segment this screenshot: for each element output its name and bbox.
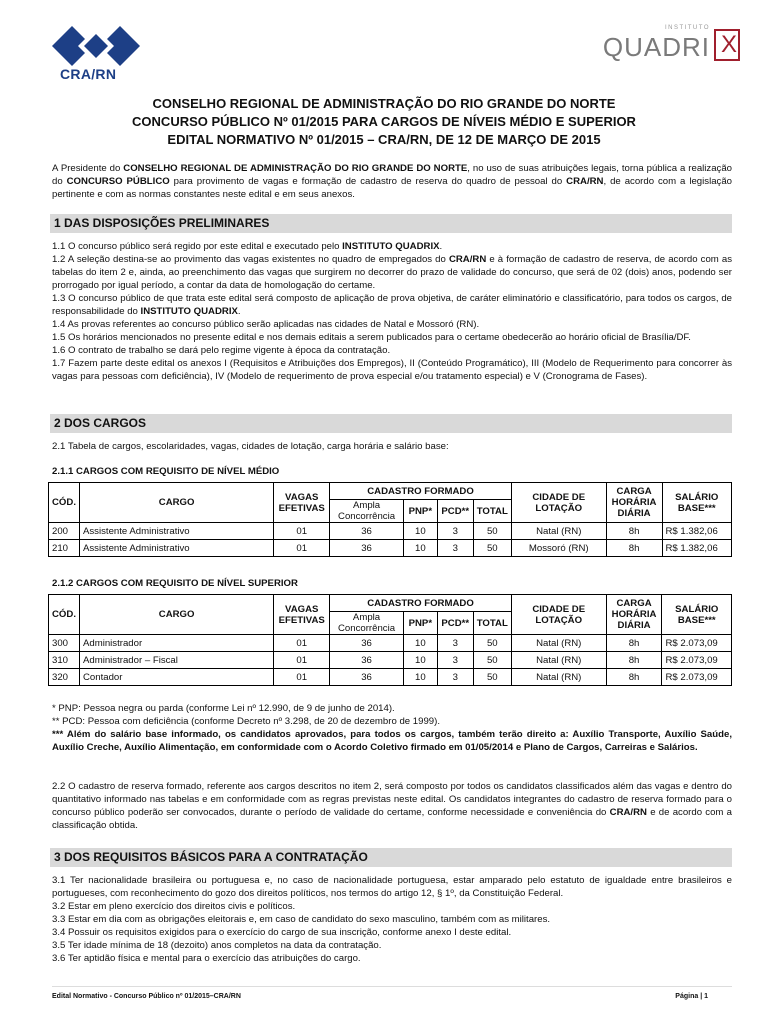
col-salario: SALÁRIO BASE***: [662, 483, 732, 523]
col-pcd: PCD**: [437, 612, 473, 635]
col-total: TOTAL: [473, 612, 511, 635]
item-1-6: 1.6 O contrato de trabalho se dará pelo regime vigente à época da contratação.: [52, 345, 391, 356]
table-notes: [52, 702, 732, 754]
col-carga: CARGA HORÁRIA DIÁRIA: [606, 483, 662, 523]
item-3-3: 3.3 Estar em dia com as obrigações eleitorais e, em caso de candidato do sexo masculino, também com as militares.: [52, 914, 551, 925]
col-carga: CARGA HORÁRIA DIÁRIA: [606, 595, 662, 635]
item-1-3: 1.3 O concurso público de que trata este edital será composto de aplicação de prova objetiva, de caráter eliminatório e classificatório, para todos os cargos, de responsabilidade do INSTITUTO QUADRIX.: [52, 293, 732, 317]
note-pcd: ** PCD: Pessoa com deficiência (conforme Decreto nº 3.298, de 20 de dezembro de 1999).: [52, 716, 440, 727]
table-nivel-superior: [48, 594, 732, 686]
col-pcd: PCD**: [437, 500, 473, 523]
item-2-1: 2.1 Tabela de cargos, escolaridades, vagas, cidades de lotação, carga horária e salário base:: [52, 441, 449, 452]
col-cadastro: CADASTRO FORMADO: [330, 595, 512, 612]
note-pnp: * PNP: Pessoa negra ou parda (conforme Lei nº 12.990, de 9 de junho de 2014).: [52, 703, 395, 714]
cra-rn-logo-text: CRA/RN: [60, 66, 117, 82]
section-2-heading: 2 DOS CARGOS: [50, 414, 732, 433]
item-3-5: 3.5 Ter idade mínima de 18 (dezoito) anos completos na data da contratação.: [52, 940, 382, 951]
table-row: 200 Assistente Administrativo 01 36 10 3 50 Natal (RN) 8h R$ 1.382,06: [49, 523, 732, 540]
footer-divider: [52, 986, 732, 987]
col-total: TOTAL: [473, 500, 511, 523]
item-3-6: 3.6 Ter aptidão física e mental para o exercício das atribuições do cargo.: [52, 953, 361, 964]
col-ampla: Ampla Concorrência: [330, 500, 404, 523]
item-1-7: 1.7 Fazem parte deste edital os anexos I (Requisitos e Atribuições dos Empregos), II (Conteúdo Programático), III (Modelo de Requerimento para concorrer às vagas para pessoas com deficiência), IV (Modelo de requerimento de prova especial e/ou tratamento especial) e V (Cronograma de Fases).: [52, 358, 732, 382]
col-salario: SALÁRIO BASE***: [662, 595, 732, 635]
col-cidade: CIDADE DE LOTAÇÃO: [511, 595, 606, 635]
intro-paragraph: A Presidente do CONSELHO REGIONAL DE ADMINISTRAÇÃO DO RIO GRANDE DO NORTE, no uso de suas atribuições legais, torna pública a realização do CONCURSO PÚBLICO para provimento de vagas e formação de cadastro de reserva do quadro de pessoal do CRA/RN, de acordo com a legislação pertinente e com as normas constantes neste edital e em seus anexos.: [52, 163, 733, 200]
item-1-5: 1.5 Os horários mencionados no presente edital e nos demais editais a serem publicados para o certame obedecerão ao horário oficial de Brasília/DF.: [52, 332, 691, 343]
section-1-heading: 1 DAS DISPOSIÇÕES PRELIMINARES: [50, 214, 732, 233]
item-1-4: 1.4 As provas referentes ao concurso público serão aplicadas nas cidades de Natal e Mossoró (RN).: [52, 319, 480, 330]
item-3-1: 3.1 Ter nacionalidade brasileira ou portuguesa e, no caso de nacionalidade portuguesa, estar amparado pelo estatuto de igualdade entre brasileiros e portugueses, com reconhecimento do gozo dos direitos políticos, nos termos do artigo 12, § 1º, da Constituição Federal.: [52, 875, 732, 899]
col-cargo: CARGO: [79, 483, 273, 523]
col-cidade: CIDADE DE LOTAÇÃO: [511, 483, 606, 523]
edital-title-line-2: CONCURSO PÚBLICO Nº 01/2015 PARA CARGOS DE NÍVEIS MÉDIO E SUPERIOR: [132, 114, 636, 129]
table-nivel-medio: [48, 482, 732, 557]
col-cod: CÓD.: [49, 595, 80, 635]
col-pnp: PNP*: [403, 500, 437, 523]
table-row: 310 Administrador – Fiscal 01 36 10 3 50 Natal (RN) 8h R$ 2.073,09: [49, 652, 732, 669]
quadrix-logo-x: X: [720, 31, 737, 58]
footer-doc-title: Edital Normativo - Concurso Público nº 01/2015–CRA/RN: [52, 993, 241, 1000]
quadrix-logo-word: QUADRI: [602, 32, 710, 62]
item-1-2: 1.2 A seleção destina-se ao provimento das vagas existentes no quadro de empregados do CRA/RN e à formação de cadastro de reserva, de acordo com as tabelas do item 2 e, ainda, ao preenchimento das vagas que surgirem no decorrer do prazo de validade do concurso, que será de 02 (dois) anos, podendo ser prorrogado por igual período, a contar da data de homologação do certame.: [52, 254, 732, 291]
col-cargo: CARGO: [79, 595, 273, 635]
footer-page-number: Página | 1: [675, 993, 708, 1000]
table-row: 210 Assistente Administrativo 01 36 10 3 50 Mossoró (RN) 8h R$ 1.382,06: [49, 540, 732, 557]
col-pnp: PNP*: [403, 612, 437, 635]
table-row: 320 Contador 01 36 10 3 50 Natal (RN) 8h R$ 2.073,09: [49, 669, 732, 686]
col-ampla: Ampla Concorrência: [330, 612, 404, 635]
section-3-body: [52, 874, 732, 965]
col-cod: CÓD.: [49, 483, 80, 523]
table-row: 300 Administrador 01 36 10 3 50 Natal (RN) 8h R$ 2.073,09: [49, 635, 732, 652]
col-vagas: VAGAS EFETIVAS: [274, 595, 330, 635]
section-1-body: [52, 240, 732, 383]
col-cadastro: CADASTRO FORMADO: [330, 483, 512, 500]
col-vagas: VAGAS EFETIVAS: [274, 483, 330, 523]
item-3-2: 3.2 Estar em pleno exercício dos direitos civis e políticos.: [52, 901, 296, 912]
edital-title-line-1: CONSELHO REGIONAL DE ADMINISTRAÇÃO DO RIO GRANDE DO NORTE: [152, 96, 616, 111]
table-2-title: 2.1.2 CARGOS COM REQUISITO DE NÍVEL SUPERIOR: [52, 578, 298, 589]
edital-title-line-3: EDITAL NORMATIVO Nº 01/2015 – CRA/RN, DE 12 DE MARÇO DE 2015: [167, 132, 601, 147]
quadrix-institute-label: INSTITUTO: [664, 25, 710, 31]
item-2-2: 2.2 O cadastro de reserva formado, referente aos cargos descritos no item 2, será composto por todos os candidatos classificados além das vagas e dentro do quantitativo informado nas tabelas e em conformidade com as regras previstas neste edital. Os candidatos integrantes do cadastro de reserva formado para o concurso público poderão ser convocados, durante o período de validade do certame, conforme necessidade e conveniência do CRA/RN e de acordo com a classificação obtida.: [52, 781, 732, 831]
item-3-4: 3.4 Possuir os requisitos exigidos para o exercício do cargo de sua inscrição, conforme anexo I deste edital.: [52, 927, 512, 938]
section-3-heading: 3 DOS REQUISITOS BÁSICOS PARA A CONTRATAÇÃO: [50, 848, 732, 867]
table-1-title: 2.1.1 CARGOS COM REQUISITO DE NÍVEL MÉDIO: [52, 466, 280, 477]
note-salario: *** Além do salário base informado, os candidatos aprovados, para todos os cargos, também terão direito a: Auxílio Transporte, Auxílio Saúde, Auxílio Creche, Auxílio Alimentação, em conformidade com o Acordo Coletivo firmado em 01/05/2014 e Plano de Cargos, Carreiras e Salários.: [52, 729, 732, 753]
item-1-1: 1.1 O concurso público será regido por este edital e executado pelo INSTITUTO QUADRIX.: [52, 241, 443, 252]
